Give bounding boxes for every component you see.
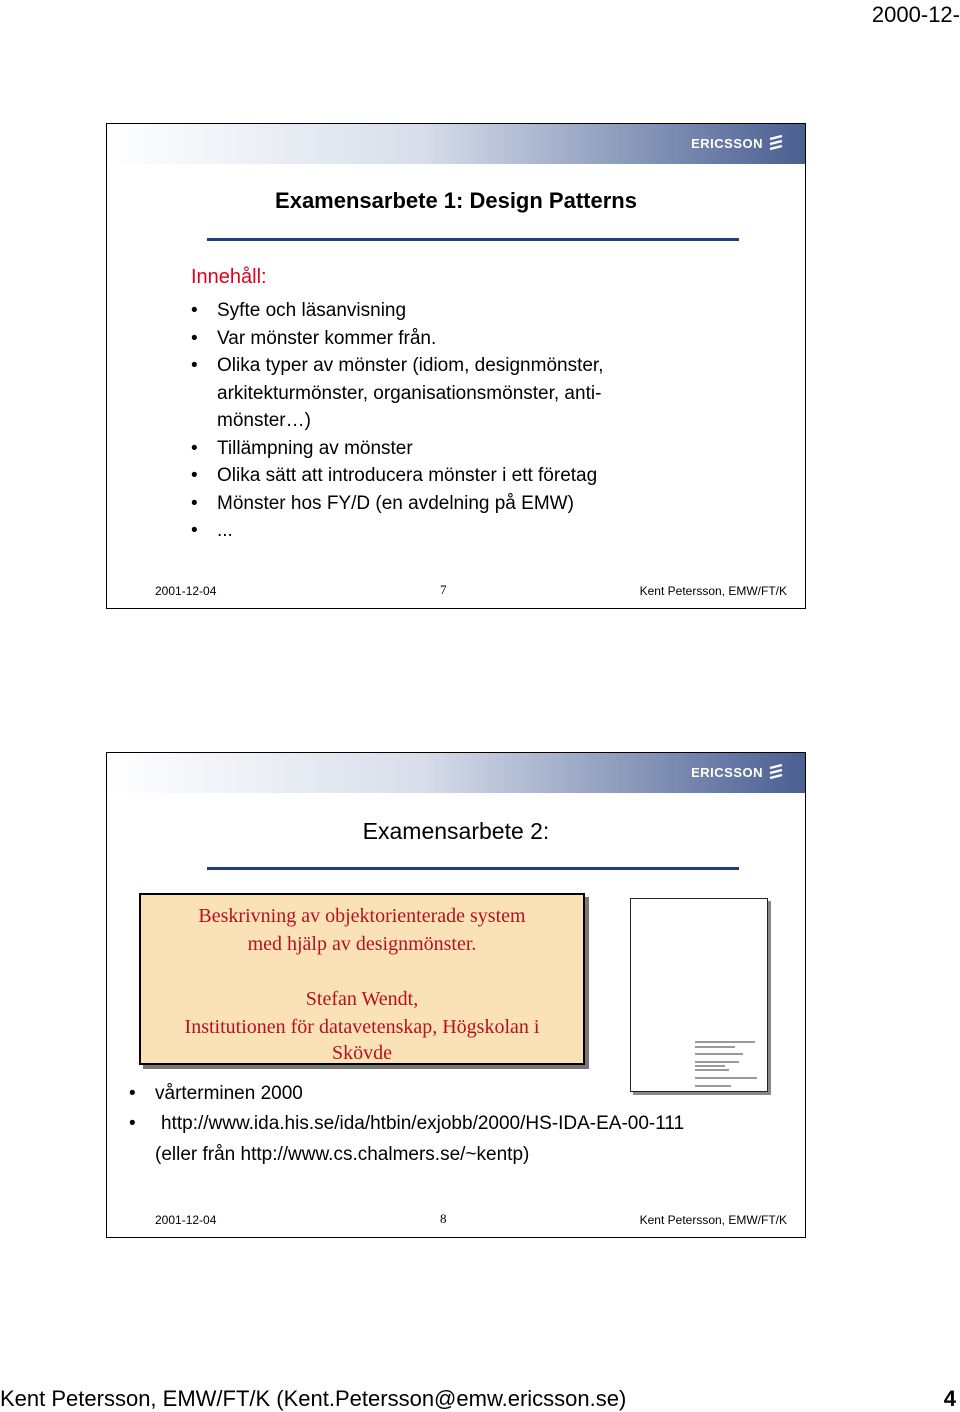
list-item: (eller från http://www.cs.chalmers.se/~kentp): [155, 1143, 530, 1165]
footer-author: Kent Petersson, EMW/FT/K: [639, 1213, 787, 1227]
thesis-callout: [139, 893, 585, 1065]
footer-author: Kent Petersson, EMW/FT/K: [639, 584, 787, 598]
callout-title-line-2: med hjälp av designmönster.: [247, 933, 477, 955]
footer-date: 2001-12-04: [155, 1213, 217, 1227]
ericsson-mark-icon: [769, 764, 783, 780]
thesis-cover-thumbnail: [630, 898, 768, 1092]
page-footer-text: Kent Petersson, EMW/FT/K (Kent.Petersson@emw.ericsson.se): [0, 1386, 627, 1411]
footer-date: 2001-12-04: [155, 584, 217, 598]
list-item: • Tillämpning av mönster: [187, 435, 647, 463]
callout-author: Stefan Wendt,: [305, 988, 419, 1010]
title-rule: [207, 238, 739, 241]
callout-institution-line-1: Institutionen för datavetenskap, Högskolan i: [184, 1016, 540, 1038]
slide-header-band: [107, 753, 805, 793]
bullet-list: [187, 297, 647, 545]
slide-2: [106, 752, 806, 1238]
section-label: Innehåll:: [191, 266, 267, 288]
list-item: • Var mönster kommer från.: [187, 325, 647, 353]
list-item: • vårterminen 2000: [125, 1079, 805, 1109]
page-number: 4: [943, 1386, 956, 1411]
ericsson-mark-icon: [769, 135, 783, 151]
ericsson-logo: ERICSSON: [691, 764, 783, 780]
page-header-date: 2000-12-: [871, 2, 960, 27]
list-item: • ...: [187, 517, 647, 545]
slide-number: 8: [440, 1211, 447, 1226]
list-item: • Olika sätt att introducera mönster i ett företag: [187, 462, 647, 490]
callout-institution-line-2: Skövde: [332, 1042, 392, 1064]
list-item: • Syfte och läsanvisning: [187, 297, 647, 325]
title-rule: [207, 867, 739, 870]
slide-header-band: [107, 124, 805, 164]
slide-title: Examensarbete 1: Design Patterns: [275, 188, 637, 213]
slide-number: 7: [440, 582, 447, 597]
bullet-list: [125, 1079, 805, 1170]
ericsson-logo: ERICSSON: [691, 135, 783, 151]
slide-title: Examensarbete 2:: [362, 818, 550, 844]
list-item: • http://www.ida.his.se/ida/htbin/exjobb/2000/HS-IDA-EA-00-111: [125, 1109, 805, 1139]
list-item: • Mönster hos FY/D (en avdelning på EMW): [187, 490, 647, 518]
callout-title-line-1: Beskrivning av objektorienterade system: [198, 905, 526, 927]
slide-1: [106, 123, 806, 609]
list-item: • Olika typer av mönster (idiom, designmönster, arkitekturmönster, organisationsmönster, anti-mönster…): [187, 352, 647, 435]
